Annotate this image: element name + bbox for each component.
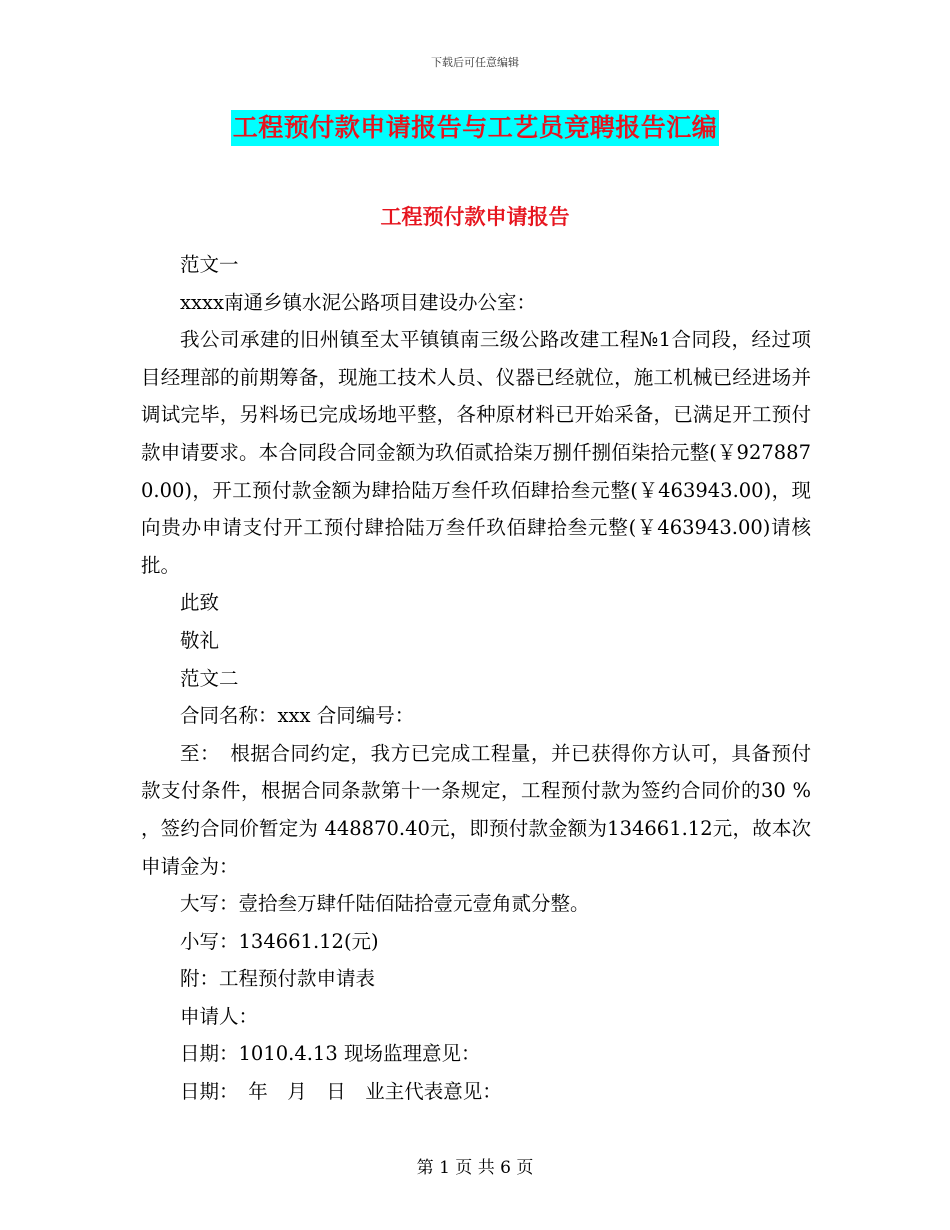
- paragraph-main-1: 我公司承建的旧州镇至太平镇镇南三级公路改建工程№1合同段，经过项目经理部的前期筹备，现施工技术人员、仪器已经就位，施工机械已经进场并调试完毕，另料场已完成场地平整，各种原材料已开始采备，已满足开工预付款申请要求。本合同段合同金额为玖佰贰拾柒万捌仟捌佰柒拾元整(￥9278870.00)，开工预付款金额为肆拾陆万叁仟玖佰肆拾叁元整(￥463943.00)，现向贵办申请支付开工预付肆拾陆万叁仟玖佰肆拾叁元整(￥463943.00)请核批。: [141, 328, 811, 577]
- paragraph-fanwen-2: 范文二: [180, 666, 239, 690]
- paragraph-jingli: 敬礼: [180, 628, 220, 652]
- main-title: 工程预付款申请报告与工艺员竞聘报告汇编: [231, 110, 720, 146]
- paragraph-applicant: 申请人：: [180, 1004, 259, 1028]
- header-note: 下载后可任意编辑: [431, 56, 519, 69]
- paragraph-amount-upper: 大写：壹拾叁万肆仟陆佰陆拾壹元壹角贰分整。: [180, 892, 590, 916]
- paragraph-date-supervisor: 日期：1010.4.13 现场监理意见：: [180, 1042, 481, 1066]
- page-number: 第 1 页 共 6 页: [416, 1158, 534, 1178]
- section-title: 工程预付款申请报告: [380, 205, 570, 229]
- paragraph-fanwen-1: 范文一: [180, 253, 239, 276]
- paragraph-contract-name: 合同名称：xxx 合同编号：: [180, 704, 415, 728]
- paragraph-amount-lower: 小写：134661.12(元): [180, 929, 379, 953]
- paragraph-attachment: 附：工程预付款申请表: [180, 967, 376, 991]
- paragraph-main-2: 至： 根据合同约定，我方已完成工程量，并已获得你方认可，具备预付款支付条件，根据合同条款第十一条规定，工程预付款为签约合同价的30 % ，签约合同价暂定为 448870.40元，即预付款金额为134661.12元，故本次申请金为：: [141, 741, 811, 878]
- paragraph-addressee: xxxx南通乡镇水泥公路项目建设办公室：: [180, 290, 536, 314]
- paragraph-date-owner: 日期： 年 月 日 业主代表意见：: [180, 1080, 502, 1104]
- document-body: [141, 246, 811, 1111]
- paragraph-cizhi: 此致: [180, 591, 220, 615]
- main-title-wrap: [0, 110, 950, 146]
